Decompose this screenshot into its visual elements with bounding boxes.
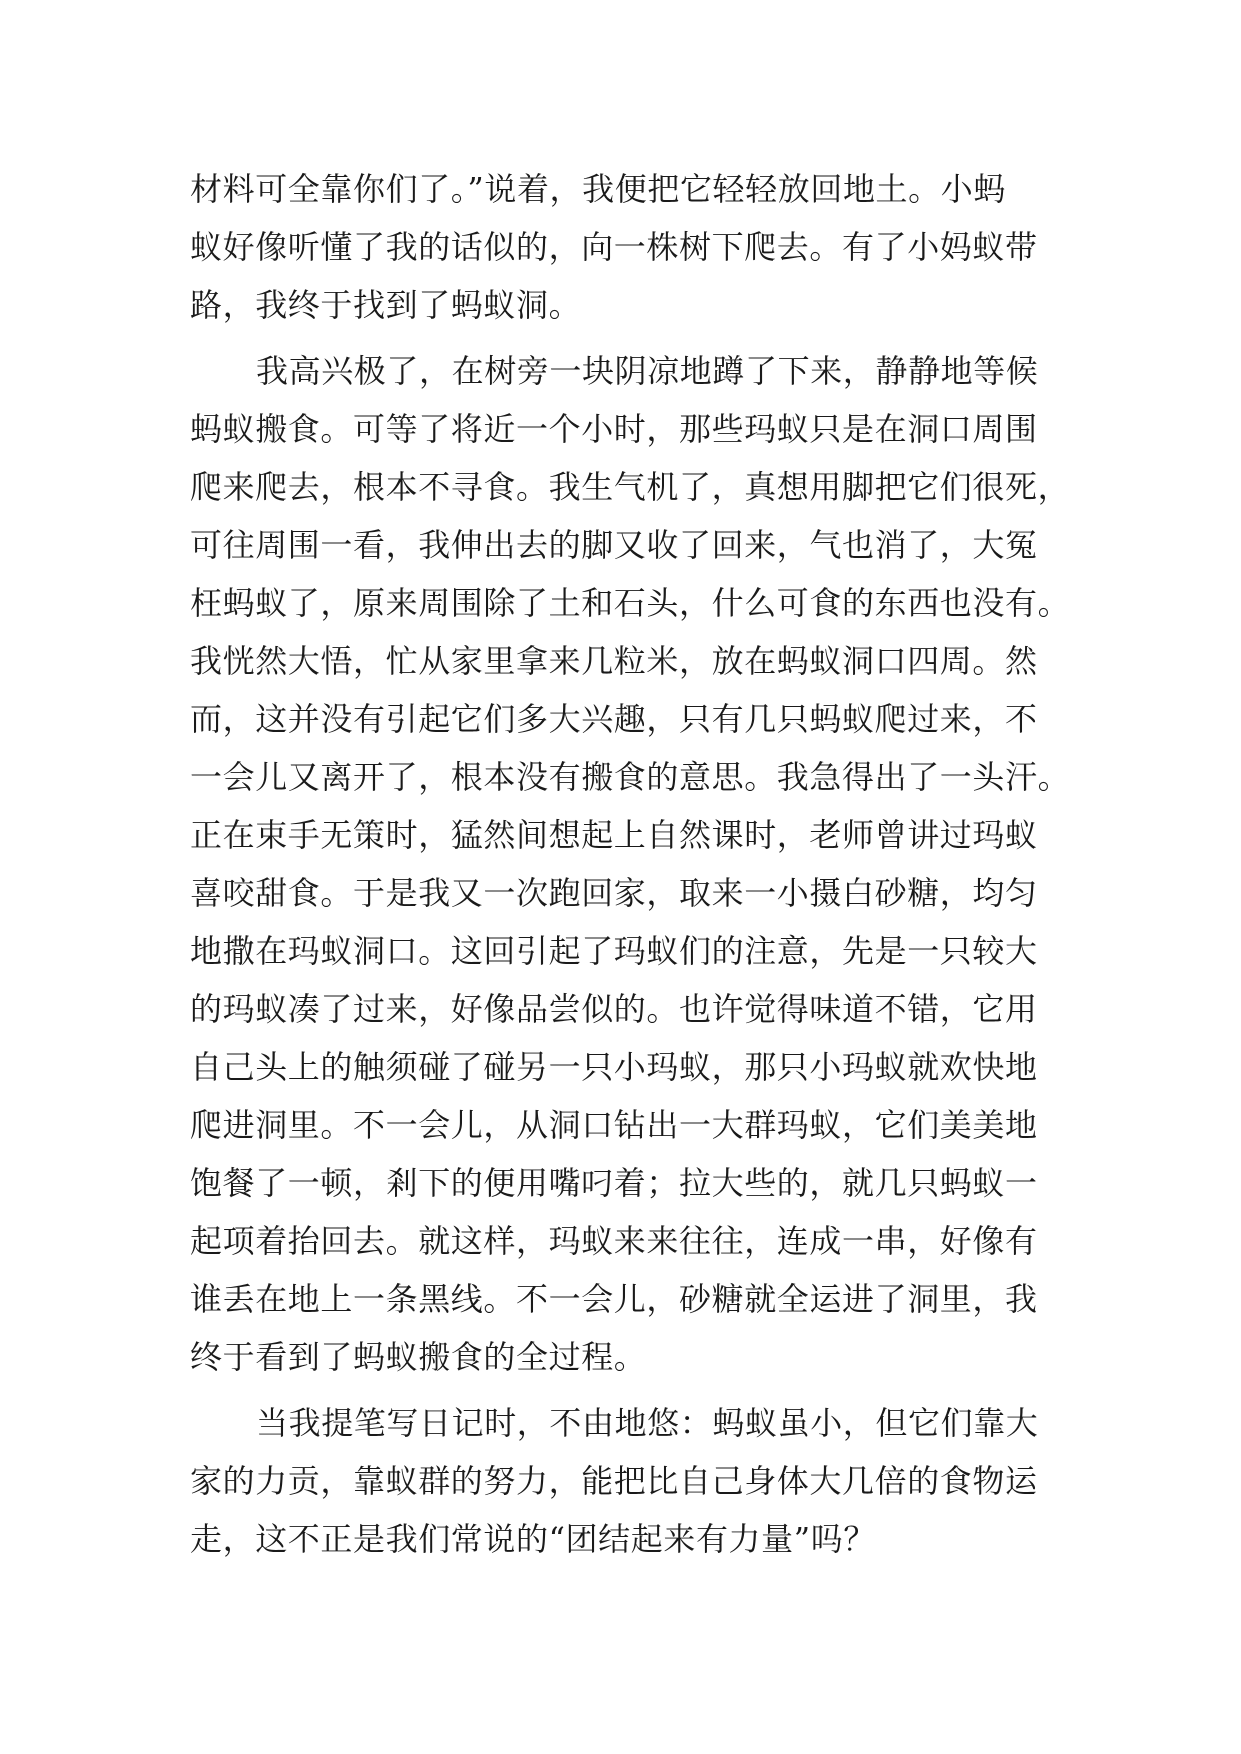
text-line: 自己头上的触须碰了碰另一只小玛蚁，那只小玛蚁就欢快地 (190, 1048, 1038, 1086)
text-line: 正在束手无策时，猛然间想起上自然课时，老师曾讲过玛蚁 (190, 816, 1038, 854)
text-line: 饱餐了一顿，剎下的便用嘴叼着；拉大些的，就几只蚂蚁一 (190, 1164, 1038, 1202)
text-line: 的玛蚁凑了过来，好像品尝似的。也许觉得味道不错，它用 (190, 990, 1038, 1028)
text-line: 谁丢在地上一条黑线。不一会儿，砂糖就全运进了洞里，我 (190, 1280, 1038, 1318)
text-line: 材料可全靠你们了。”说着，我便把它轻轻放回地土。小蚂 (190, 170, 1006, 208)
text-line: 可往周围一看，我伸出去的脚又收了回来，气也消了，大冤 (190, 526, 1038, 564)
text-line: 路，我终于找到了蚂蚁洞。 (190, 286, 582, 324)
text-line: 当我提笔写日记时，不由地悠：蚂蚁虽小，但它们靠大 (256, 1404, 1039, 1442)
paragraph-2 (190, 342, 1070, 1386)
document-body (190, 160, 1070, 1568)
text-line: 枉蚂蚁了，原来周围除了土和石头，什么可食的东西也没有。 (190, 584, 1071, 622)
paragraph-gap (190, 1386, 1070, 1394)
text-line: 我高兴极了，在树旁一块阴凉地蹲了下来，静静地等候 (256, 352, 1039, 390)
text-line: 终于看到了蚂蚁搬食的全过程。 (190, 1338, 647, 1376)
text-line: 地撒在玛蚁洞口。这回引起了玛蚁们的注意，先是一只较大 (190, 932, 1038, 970)
text-line: 喜咬甜食。于是我又一次跑回家，取来一小摄白砂糖，均匀 (190, 874, 1038, 912)
text-line: 走，这不正是我们常说的“团结起来有力量”吗？ (190, 1520, 876, 1558)
text-line: 爬进洞里。不一会儿，从洞口钻出一大群玛蚁，它们美美地 (190, 1106, 1038, 1144)
text-line: 而，这并没有引起它们多大兴趣，只有几只蚂蚁爬过来，不 (190, 700, 1038, 738)
text-line: 爬来爬去，根本不寻食。我生气机了，真想用脚把它们很死， (190, 468, 1071, 506)
paragraph-3 (190, 1394, 1070, 1568)
text-line: 蚁好像听懂了我的话似的，向一株树下爬去。有了小妈蚁带 (190, 228, 1038, 266)
text-line: 家的力贡，靠蚁群的努力，能把比自己身体大几倍的食物运 (190, 1462, 1038, 1500)
text-line: 一会儿又离开了，根本没有搬食的意思。我急得出了一头汗。 (190, 758, 1071, 796)
text-line: 蚂蚁搬食。可等了将近一个小时，那些玛蚁只是在洞口周围 (190, 410, 1038, 448)
paragraph-1 (190, 160, 1070, 334)
text-line: 我恍然大悟，忙从家里拿来几粒米，放在蚂蚁洞口四周。然 (190, 642, 1038, 680)
paragraph-gap (190, 334, 1070, 342)
text-line: 起项着抬回去。就这样，玛蚁来来往往，连成一串，好像有 (190, 1222, 1038, 1260)
